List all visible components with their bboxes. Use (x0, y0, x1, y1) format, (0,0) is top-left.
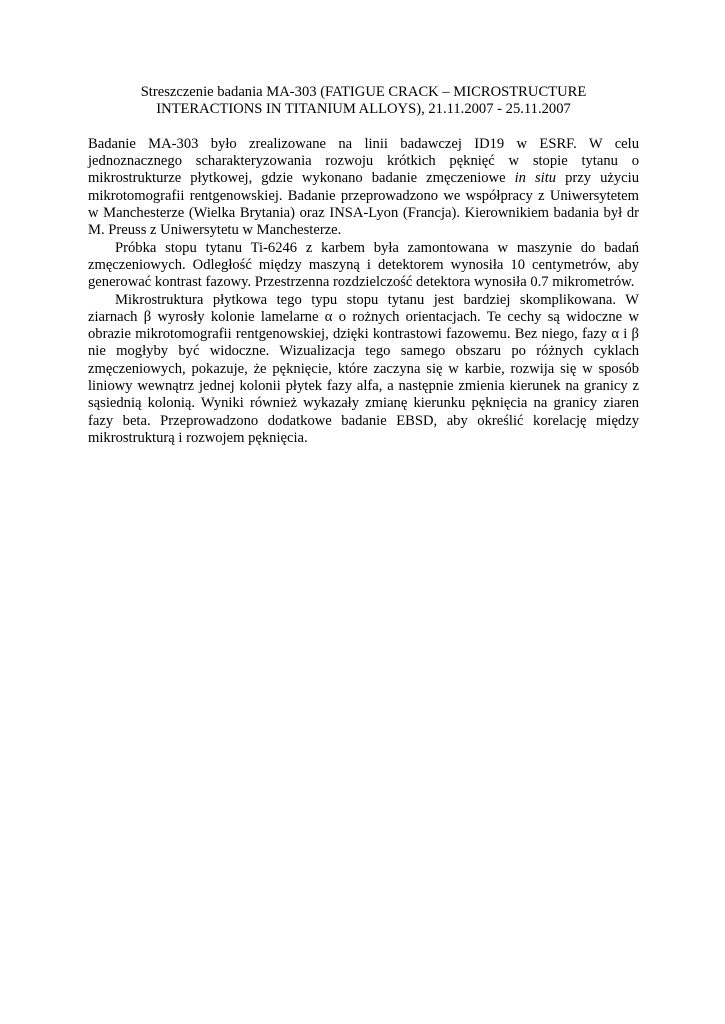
paragraph-1-text-a: Badanie MA-303 było zrealizowane na linii badawczej ID19 w ESRF. W celu jednoznacznego scharakteryzowania rozwoju krótkich pęknięć w stopie tytanu o mikrostrukturze płytkowej, gdzie wykonano badanie zmęczeniowe (88, 135, 639, 187)
paragraph-3: Mikrostruktura płytkowa tego typu stopu tytanu jest bardziej skomplikowana. W ziarnach β wyrosły kolonie lamelarne α o rożnych orientacjach. Te cechy są widoczne w obrazie mikrotomografii rentgenowskiej, dzięki kontrastowi fazowemu. Bez niego, fazy α i β nie mogłyby być widoczne. Wizualizacja tego samego obszaru po różnych cyklach zmęczeniowych, pokazuje, że pęknięcie, które zaczyna się w karbie, rozwija się w sposób liniowy wewnątrz jednej kolonii płytek fazy alfa, a następnie zmienia kierunek na granicy z sąsiednią kolonią. Wyniki również wykazały zmianę kierunku pęknięcia na granicy ziaren fazy beta. Przeprowadzono dodatkowe badanie EBSD, aby określić korelację między mikrostrukturą i rozwojem pęknięcia. (88, 291, 639, 446)
title-line-1: Streszczenie badania MA-303 (FATIGUE CRACK – MICROSTRUCTURE (140, 84, 587, 100)
paragraph-1-italic: in situ (514, 170, 557, 187)
paragraph-1 (88, 136, 639, 240)
paragraph-2: Próbka stopu tytanu Ti-6246 z karbem była zamontowana w maszynie do badań zmęczeniowych. Odległość między maszyną i detektorem wynosiła 10 centymetrów, aby generować kontrast fazowy. Przestrzenna rozdzielczość detektora wynosiła 0.7 mikrometrów. (88, 239, 639, 291)
title-line-2: INTERACTIONS IN TITANIUM ALLOYS), 21.11.2007 - 25.11.2007 (156, 101, 571, 118)
document-title (88, 84, 639, 119)
paragraph-1-text-b: przy użyciu mikrotomografii rentgenowskiej. Badanie przeprowadzono we współpracy z Uniwersytetem w Manchesterze (Wielka Brytania) oraz INSA-Lyon (Francja). Kierownikiem badania był dr M. Preuss z Uniwersytetu w Manchesterze. (88, 170, 639, 239)
document-body (88, 84, 639, 447)
